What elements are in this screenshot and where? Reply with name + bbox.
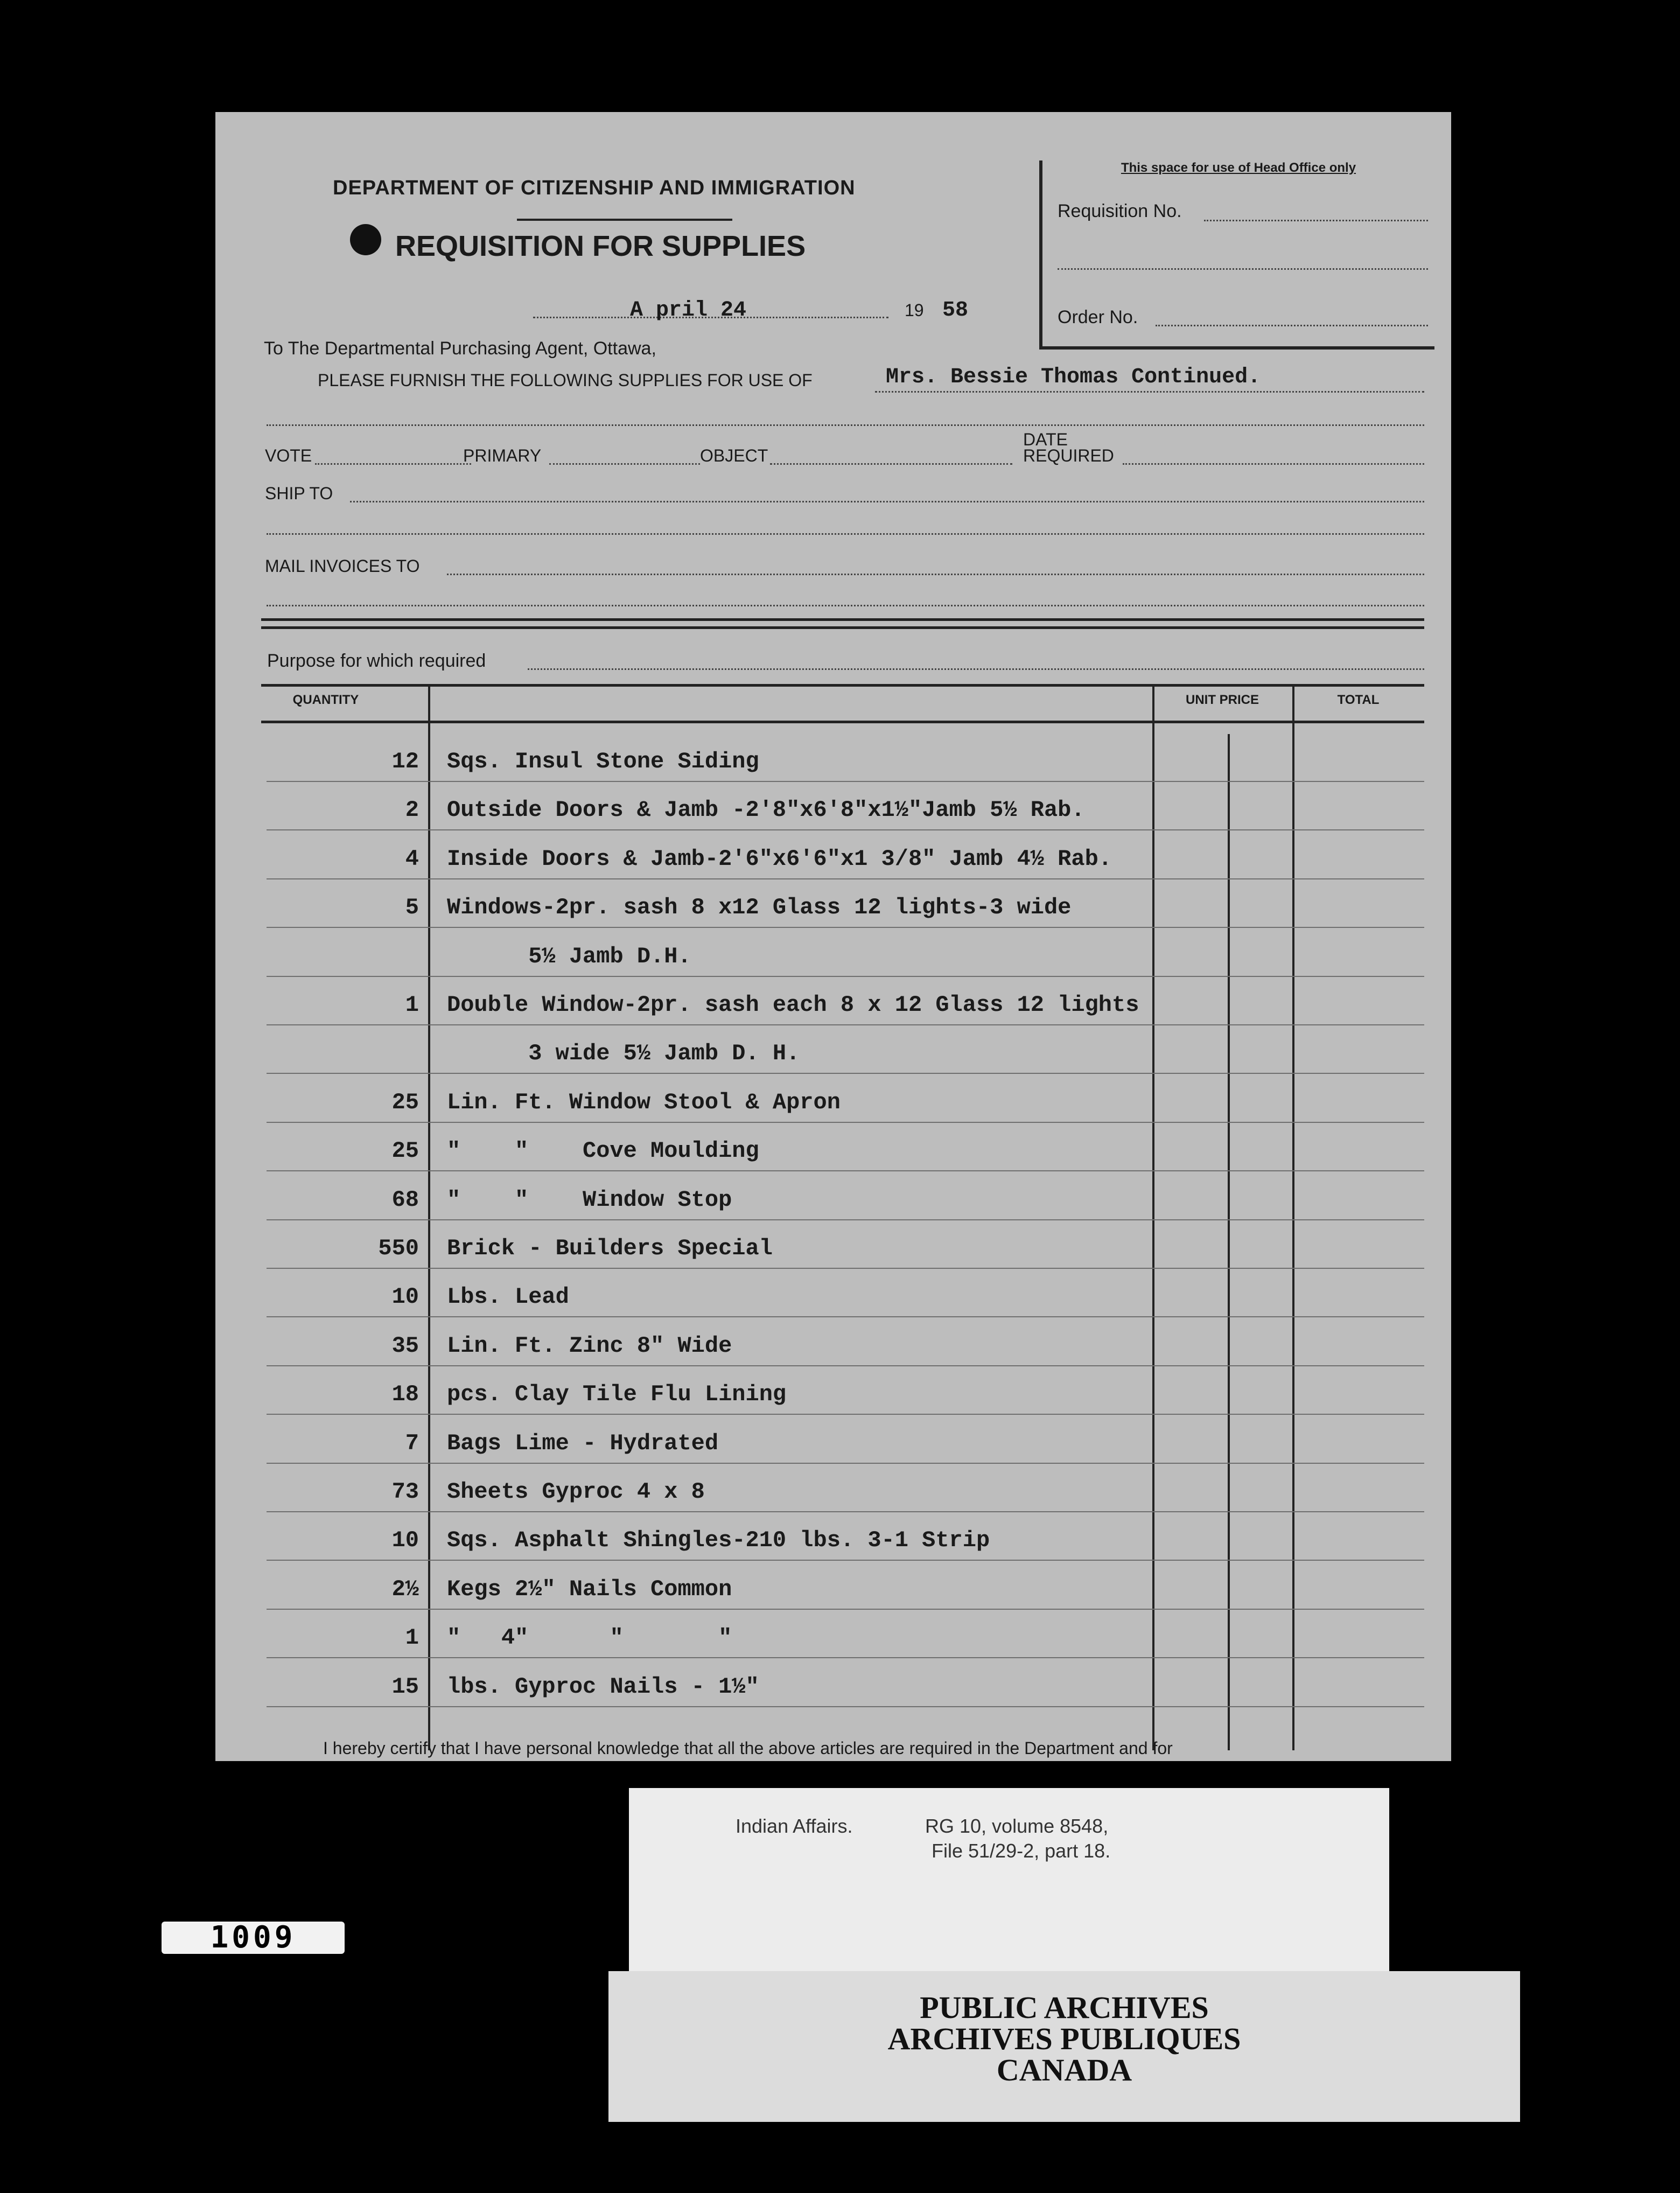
row-rule: [267, 1073, 1424, 1074]
item-description: Kegs 2½" Nails Common: [447, 1576, 732, 1602]
row-rule: [267, 1657, 1424, 1658]
date-required-dots: [1123, 463, 1424, 465]
purpose-dots: [528, 668, 1424, 670]
row-rule: [267, 1706, 1424, 1707]
department-rule: [517, 219, 732, 221]
item-quantity: 7: [405, 1430, 419, 1456]
row-rule: [267, 1316, 1424, 1317]
row-rule: [267, 1122, 1424, 1123]
seal-line-1: PUBLIC ARCHIVES: [920, 1990, 1209, 2025]
requisition-no-line: [1204, 220, 1428, 221]
item-quantity: 10: [391, 1527, 419, 1554]
unit-price-cents-divider: [1228, 734, 1230, 1750]
rule-1: [261, 618, 1424, 621]
ship-to-label: SHIP TO: [265, 484, 333, 503]
seal-line-3: CANADA: [996, 2052, 1132, 2087]
department-name: DEPARTMENT OF CITIZENSHIP AND IMMIGRATION: [333, 177, 856, 199]
seal-line-2: ARCHIVES PUBLIQUES: [887, 2021, 1241, 2056]
requisition-no-label: Requisition No.: [1058, 201, 1182, 221]
item-description: Bags Lime - Hydrated: [447, 1430, 719, 1456]
item-description: pcs. Clay Tile Flu Lining: [447, 1381, 787, 1408]
form-title: REQUISITION FOR SUPPLIES: [395, 230, 806, 262]
item-description: Windows-2pr. sash 8 x12 Glass 12 lights-3 wide: [447, 895, 1072, 921]
head-office-box: [1039, 160, 1434, 350]
archive-reference-label: [629, 1788, 1389, 1979]
item-description: Lin. Ft. Zinc 8" Wide: [447, 1332, 732, 1359]
description-column-divider: [1152, 684, 1154, 1750]
mail-invoices-dots: [447, 574, 1424, 575]
item-quantity: 25: [391, 1138, 419, 1164]
item-quantity: 25: [391, 1089, 419, 1115]
table-top-rule: [261, 684, 1424, 687]
item-quantity: 68: [391, 1186, 419, 1213]
item-quantity: 10: [391, 1284, 419, 1310]
item-description: " " Cove Moulding: [447, 1138, 759, 1164]
date-month-day: A pril 24: [630, 298, 747, 323]
item-description: Lin. Ft. Window Stool & Apron: [447, 1089, 841, 1115]
item-quantity: 73: [391, 1479, 419, 1505]
date-line: [533, 298, 975, 323]
item-description: Brick - Builders Special: [447, 1235, 773, 1261]
reference-volume: RG 10, volume 8548,: [925, 1815, 1109, 1837]
purpose-label: Purpose for which required: [267, 651, 486, 671]
reference-file: File 51/29-2, part 18.: [932, 1840, 1111, 1862]
row-rule: [267, 1414, 1424, 1415]
certification-text: I hereby certify that I have personal knowledge that all the above articles are required in the Department and for: [323, 1738, 1173, 1758]
header-bottom-rule: [261, 721, 1424, 723]
vote-label: VOTE: [265, 446, 312, 465]
object-dots: [770, 463, 1012, 465]
row-rule: [267, 927, 1424, 928]
object-label: OBJECT: [700, 446, 768, 465]
order-no-label: Order No.: [1058, 307, 1138, 327]
date-century: 19: [905, 301, 924, 320]
unit-price-header: UNIT PRICE: [1185, 693, 1259, 707]
item-quantity: 2½: [391, 1576, 419, 1602]
row-rule: [267, 1609, 1424, 1610]
furnish-label: PLEASE FURNISH THE FOLLOWING SUPPLIES FOR USE OF: [318, 371, 813, 390]
head-office-blank-line: [1058, 268, 1428, 270]
item-quantity: 4: [405, 846, 419, 872]
order-no-line: [1156, 325, 1428, 326]
item-description: Lbs. Lead: [447, 1284, 569, 1310]
requisition-form: [215, 112, 1451, 1761]
furnish-value: Mrs. Bessie Thomas Continued.: [886, 365, 1261, 389]
row-rule: [267, 1560, 1424, 1561]
frame-number: 1009: [162, 1922, 345, 1954]
ship-to-dots-2: [267, 533, 1424, 535]
row-rule: [267, 1463, 1424, 1464]
item-description: lbs. Gyproc Nails - 1½": [447, 1673, 759, 1700]
mail-invoices-label: MAIL INVOICES TO: [265, 556, 420, 576]
quantity-column-divider: [428, 684, 430, 1750]
head-office-title: This space for use of Head Office only: [1121, 160, 1356, 175]
blank-line-1: [267, 424, 1424, 426]
mail-invoices-dots-2: [267, 605, 1424, 606]
row-rule: [267, 781, 1424, 782]
total-header: TOTAL: [1337, 693, 1380, 707]
item-description: " " Window Stop: [447, 1186, 732, 1213]
rule-2: [261, 626, 1424, 629]
item-quantity: 12: [391, 749, 419, 774]
addressee-line: To The Departmental Purchasing Agent, Ottawa,: [264, 338, 656, 359]
item-description: Outside Doors & Jamb -2'8"x6'8"x1½"Jamb 5½ Rab.: [447, 797, 1085, 823]
archives-seal: [608, 1971, 1520, 2122]
row-rule: [267, 1024, 1424, 1025]
row-rule: [267, 1219, 1424, 1220]
punch-hole: [350, 224, 381, 255]
item-quantity: 2: [405, 797, 419, 823]
item-description: 5½ Jamb D.H.: [447, 943, 691, 969]
item-quantity: 15: [391, 1673, 419, 1700]
item-quantity: 1: [405, 1625, 419, 1651]
item-quantity: 1: [405, 992, 419, 1018]
row-rule: [267, 1511, 1424, 1512]
primary-label: PRIMARY: [463, 446, 542, 465]
row-rule: [267, 1268, 1424, 1269]
date-required-label-2: REQUIRED: [1023, 446, 1114, 465]
row-rule: [267, 878, 1424, 879]
row-rule: [267, 1170, 1424, 1171]
date-required-label-1: DATE: [1023, 430, 1068, 449]
item-description: Inside Doors & Jamb-2'6"x6'6"x1 3/8" Jamb 4½ Rab.: [447, 846, 1112, 872]
item-description: 3 wide 5½ Jamb D. H.: [447, 1040, 800, 1067]
primary-dots: [549, 463, 700, 465]
item-quantity: 18: [391, 1381, 419, 1408]
row-rule: [267, 976, 1424, 977]
item-quantity: 550: [378, 1235, 419, 1261]
item-quantity: 35: [391, 1332, 419, 1359]
item-description: Sqs. Insul Stone Siding: [447, 749, 759, 774]
item-description: Sheets Gyproc 4 x 8: [447, 1479, 705, 1505]
vote-dots: [315, 463, 471, 465]
row-rule: [267, 1365, 1424, 1366]
total-column-divider: [1292, 684, 1294, 1750]
item-description: Sqs. Asphalt Shingles-210 lbs. 3-1 Strip: [447, 1527, 990, 1554]
row-rule: [267, 829, 1424, 830]
item-quantity: 5: [405, 895, 419, 921]
ship-to-dots: [350, 501, 1424, 502]
item-description: " 4" " ": [447, 1625, 732, 1651]
quantity-header: QUANTITY: [292, 693, 359, 707]
agency-name: Indian Affairs.: [736, 1815, 853, 1837]
item-description: Double Window-2pr. sash each 8 x 12 Glass 12 lights: [447, 992, 1139, 1018]
furnish-dots: [875, 391, 1424, 393]
date-year: 58: [942, 298, 969, 323]
